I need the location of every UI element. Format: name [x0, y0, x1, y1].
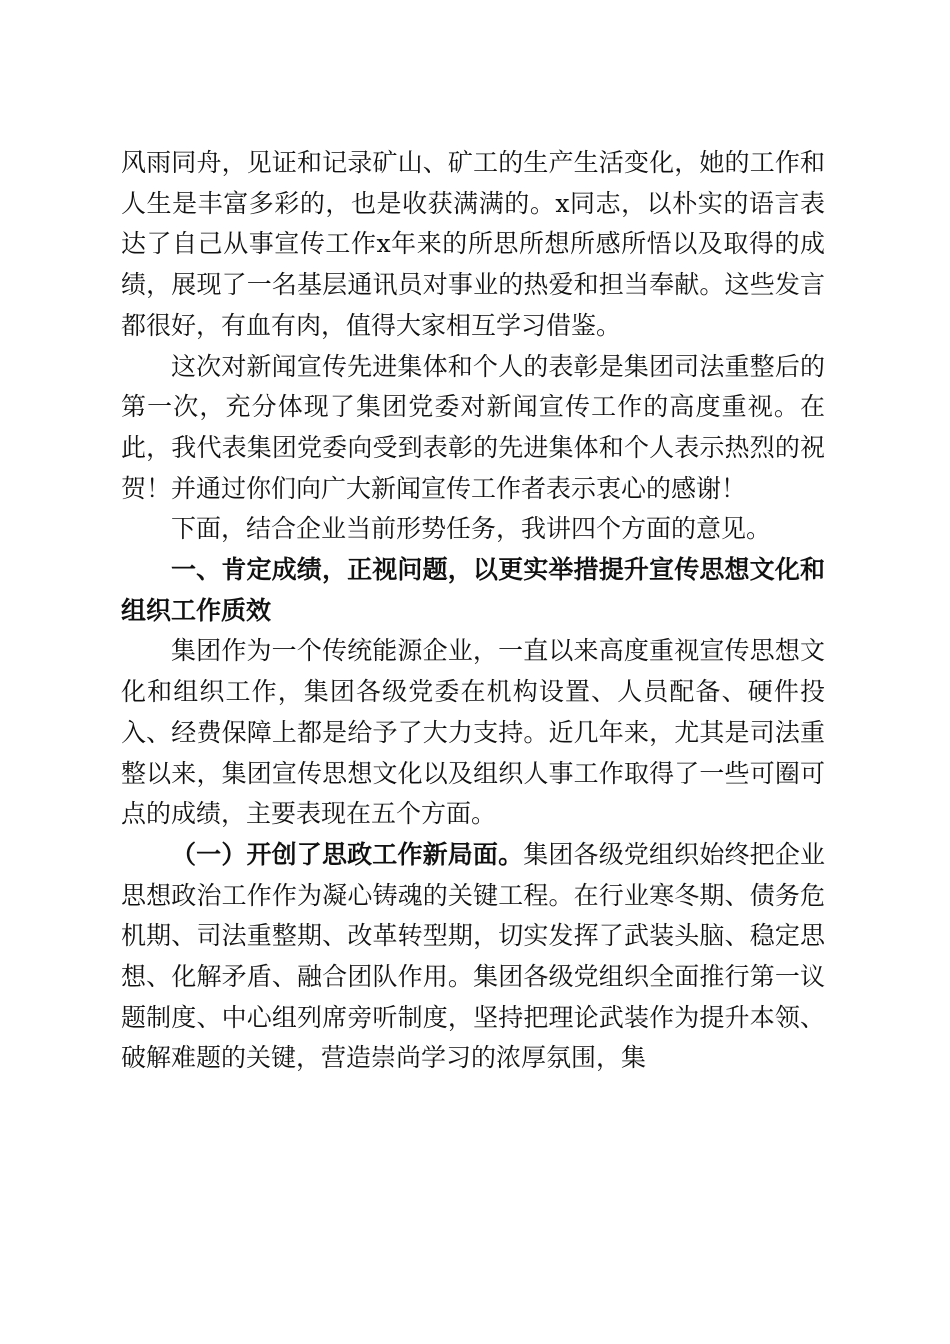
- body-paragraph-3: 下面，结合企业当前形势任务，我讲四个方面的意见。: [171, 514, 772, 544]
- section-heading-1: 一、肯定成绩，正视问题，以更实举措提升宣传思想文化和组织工作质效: [121, 555, 825, 625]
- body-paragraph-4: 集团作为一个传统能源企业，一直以来高度重视宣传思想文化和组织工作，集团各级党委在机构设置、人员配备、硬件投入、经费保障上都是给予了大力支持。近几年来，尤其是司法重整以来，集团宣传思想文化以及组织人事工作取得了一些可圈可点的成绩，主要表现在五个方面。: [121, 636, 825, 829]
- subsection-lead: （一）开创了思政工作新局面。: [171, 839, 524, 869]
- body-paragraph-1: 风雨同舟，见证和记录矿山、矿工的生产生活变化，她的工作和人生是丰富多彩的，也是收获满满的。x同志，以朴实的语言表达了自己从事宣传工作x年来的所思所想所感所悟以及取得的成绩，展现了一名基层通讯员对事业的热爱和担当奉献。这些发言都很好，有血有肉，值得大家相互学习借鉴。: [121, 148, 825, 340]
- body-paragraph-5: [121, 835, 825, 1079]
- body-paragraph-2: 这次对新闻宣传先进集体和个人的表彰是集团司法重整后的第一次，充分体现了集团党委对新闻宣传工作的高度重视。在此，我代表集团党委向受到表彰的先进集体和个人表示热烈的祝贺！并通过你们向广大新闻宣传工作者表示衷心的感谢！: [121, 351, 825, 503]
- subsection-text: 集团各级党组织始终把企业思想政治工作作为凝心铸魂的关键工程。在行业寒冬期、债务危机期、司法重整期、改革转型期，切实发挥了武装头脑、稳定思想、化解矛盾、融合团队作用。集团各级党组织全面推行第一议题制度、中心组列席旁听制度，坚持把理论武装作为提升本领、破解难题的关键，营造崇尚学习的浓厚氛围，集: [121, 839, 825, 1073]
- document-page: [121, 143, 825, 1079]
